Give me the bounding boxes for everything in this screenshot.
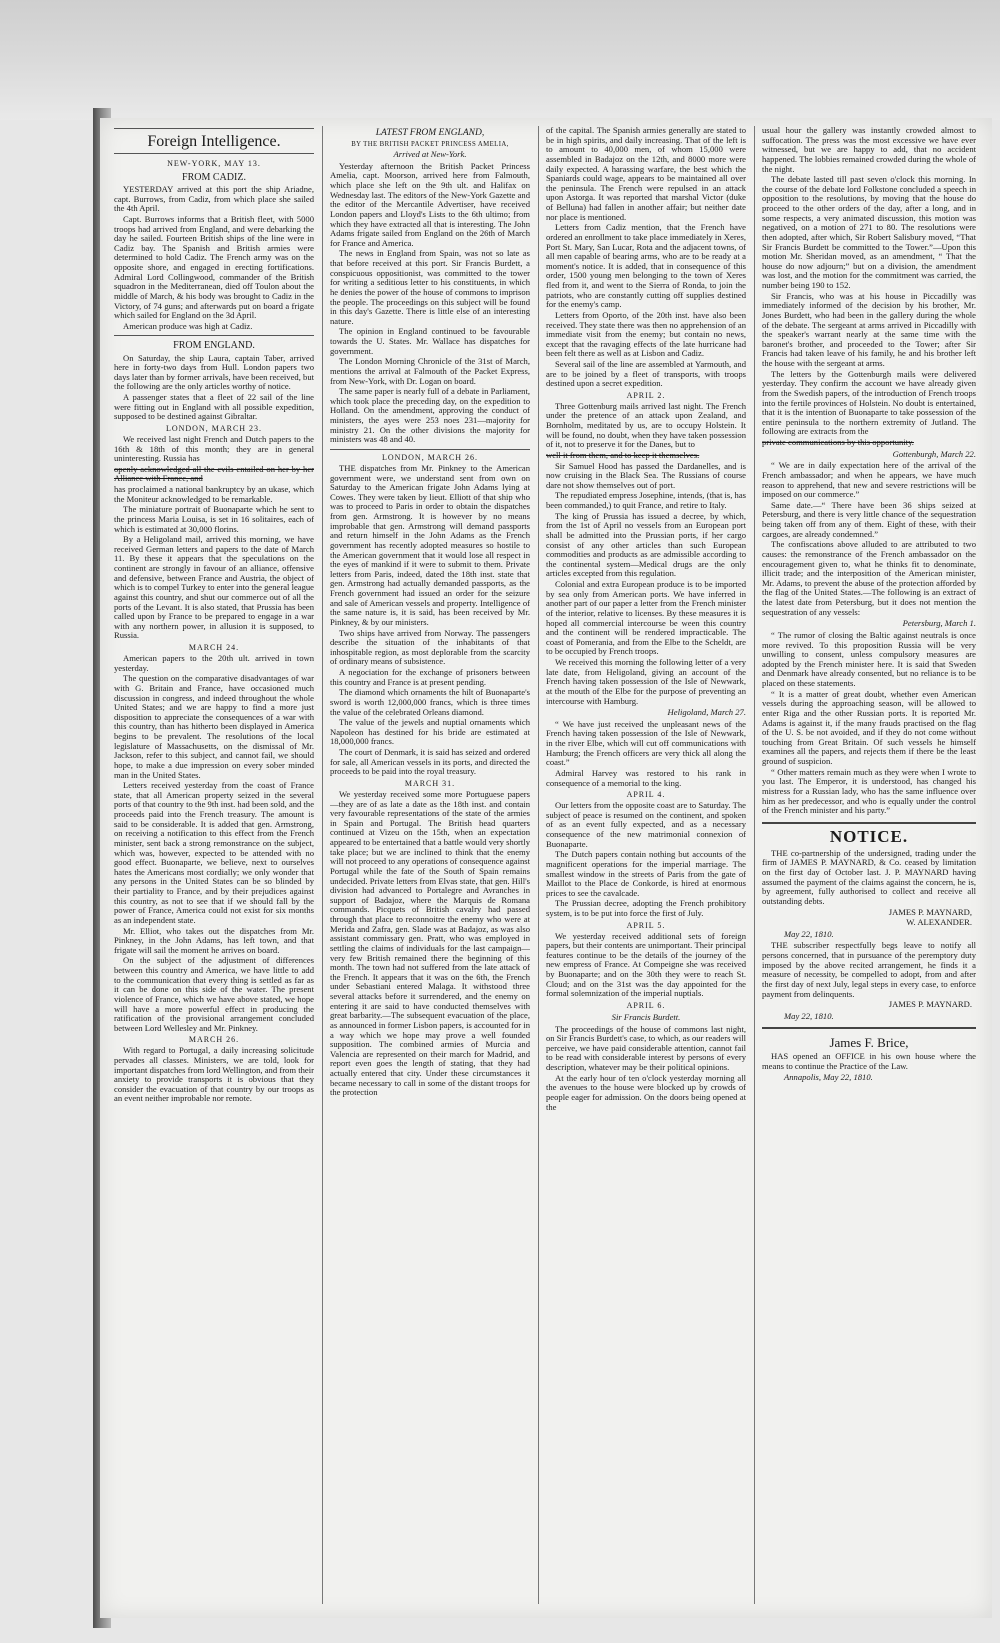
article-paragraph: has proclaimed a national bankruptcy by an ukase, which the Moniteur acknowledged to be remarkable. <box>114 484 314 504</box>
article-paragraph: On the subject of the adjustment of differences between this country and America, we have little to add to the communication that every thing is settled as far as it can be done on this side of the water. The present violence of France, which we have above stated, we hope will have a more powerful effect in producing the ratification of the provisional arrangement concluded between Lord Wellesley and Mr. Pinkney. <box>114 955 314 1033</box>
article-paragraph: American produce was high at Cadiz. <box>123 320 253 331</box>
dateline: MARCH 24. <box>188 643 240 653</box>
newspaper-page <box>100 118 992 1618</box>
subheading: Arrived at New-York. <box>393 149 467 160</box>
article-paragraph: Letters from Oporto, of the 20th inst. have also been received. They state there was then no apprehension of an immediate visit from the enemy; but contain no news, except that the ravaging effects of the late hurricane had been felt there as well as at Lisbon and Cadiz. <box>546 309 746 359</box>
subheading: Sir Francis Burdett. <box>611 1011 681 1022</box>
struck-through-text: openly acknowledged all the evils entailed on her by her Alliance with France, and <box>114 463 314 484</box>
column-3 <box>546 126 746 1606</box>
article-paragraph: Three Gottenburg mails arrived last night. The French under the pretence of an attack upon Zealand, and Bornholm, meditated by us, are to occupy Holstein. It will be found, no doubt, when they have taken possession of it, not to preserve it for the Danes, but to <box>546 400 746 450</box>
dateline: APRIL 2. <box>626 390 666 400</box>
dateline: Petersburg, March 1. <box>902 618 976 629</box>
article-paragraph: American papers to the 20th ult. arrived in town yesterday. <box>114 653 314 673</box>
article-paragraph: Several sail of the line are assembled at Yarmouth, and are to be joined by a fleet of transports, with troops destined upon a secret expedition. <box>546 359 746 389</box>
notice-advertisement <box>762 822 976 1022</box>
article-paragraph: Our letters from the opposite coast are to Saturday. The subject of peace is resumed on the continent, and spoken of as an event fully expected, and as a necessary consequence of the new matrimonial connexion of Buonaparte. <box>546 800 746 849</box>
article-paragraph: We yesterday received additional sets of foreign papers, but their contents are unimportant. Their principal features continue to be the details of the journey of the new empress of France. At Compeigne she was received by Buonaparte; and on the 30th they were to reach St. Cloud; and on the 31st was the day appointed for the formal solemnization of the imperial nuptials. <box>546 930 746 999</box>
struck-through-text: private communications by this opportunity. <box>762 437 914 447</box>
brice-advertisement <box>762 1027 976 1082</box>
dateline: MARCH 26. <box>188 1035 240 1045</box>
article-paragraph: “ Other matters remain much as they were when I wrote to you last. The Emperor, it is understood, has changed his mistress for a Russian lady, who has the same influence over him as her predecessor, and who is equally under the control of the French minister and his party.” <box>762 766 976 816</box>
article-paragraph: Sir Samuel Hood has passed the Dardanelles, and is now cruising in the Black Sea. The Russians of course dare not show themselves out of port. <box>546 460 746 490</box>
article-paragraph: Letters received yesterday from the coast of France state, that all American property seized in the several ports of that country to the 9th inst. had been sold, and the proceeds paid into the French treasury. The amount is said to be considerable. It is added that gen. Armstrong, on receiving a notification to this effect from the French minister, sent back a strong remonstrance on the subject, which was, however, expected to be attended with no good effect. Buonaparte, we believe, next to ourselves hates the Americans most cordially; we only wonder that any persons in the United States can be so blinded by their partiality to France, and by their prejudices against this country, as not to see that if we should fall by the power of France, America could not exist for six months as an independent state. <box>114 780 314 925</box>
advertisement-date: Annapolis, May 22, 1810. <box>784 1072 873 1083</box>
dateline: LONDON, MARCH 26. <box>381 452 479 462</box>
article-paragraph: The same paper is nearly full of a debate in Parliament, which took place the preceding day, on the expedition to Holland. On the amendment, approving the conduct of ministers, the ayes were 253 noes 231—majority for ministry 21. On the other divisions the majority for ministers was 48 and 40. <box>330 386 530 445</box>
article-paragraph: Letters from Cadiz mention, that the French have ordered an enrollment to take place immediately in Xeres, Port St. Mary, San Lucar, Rota and the adjacent towns, of all men capable of bearing arms, who are to be ready at a moment's notice. It is added, that in consequence of this order, 1500 young men belonging to the town of Xeres fled from it, and went to the Sierra of Ronda, to join the patriots, who are constantly cutting off supplies destined for the enemy's camp. <box>546 222 746 310</box>
column-2 <box>330 126 530 1606</box>
article-paragraph: At the early hour of ten o'clock yesterday morning all the avenues to the house were blocked up by crowds of people eager for admission. On the doors being opened at the <box>546 1072 746 1112</box>
article-paragraph: of the capital. The Spanish armies generally are stated to be in high spirits, and daily increasing. That of the left is to amount to 40,000 men, of whom 15,000 were assembled in Badajoz on the 12th, and 8000 more were daily expected. A harassing warfare, the best which the Spaniards could wage, appears to be maintained all over the peninsula. The French were repulsed in an attack upon Astorga. It was reported that marshal Victor (duke of Belluna) had fallen in another affair; but neither date nor place is mentioned. <box>546 126 746 222</box>
article-paragraph: A passenger states that a fleet of 22 sail of the line were fitting out in England with all possible expedition, supposed to be destined against Gibraltar. <box>114 392 314 422</box>
article-paragraph: YESTERDAY arrived at this port the ship Ariadne, capt. Burrows, from Cadiz, from which place she sailed the 4th April. <box>114 184 314 214</box>
article-paragraph: Yesterday afternoon the British Packet Princess Amelia, capt. Moorson, arrived here from Falmouth, which place she left on the 9th ult. and Halifax on Wednesday last. The editors of the New-York Gazette and the editor of the Mercantile Advertiser, have received London papers and Lloyd's Lists to the 6th ultimo; from which they have extracted all that is interesting. The John Adams frigate sailed from England on the 26th of March for France and America. <box>330 160 530 248</box>
article-paragraph: The letters by the Gottenburgh mails were delivered yesterday. They confirm the account we have already given from the Swedish papers, of the introduction of French troops into the fertile provinces of Holstein. No doubt is entertained, that it is the intention of Buonaparte to take possession of the entire peninsula to the northern extremity of Jutland. The following are extracts from the <box>762 368 976 437</box>
article-paragraph: Capt. Burrows informs that a British fleet, with 5000 troops had arrived from England, and were debarking the day he sailed. Fourteen British ships of the line were in Cadiz bay. The Spanish and British armies were determined to hold Cadiz. The French army was on the opposite shore, and engaged in erecting fortifications. Admiral Lord Collingwood, commander of the British squadron in the Mediterranean, died off Toulon about the middle of March, & his body was brought to Cadiz in the Victory, of 74 guns; and afterwards put on board a frigate which sailed for England on the 3d April. <box>114 213 314 321</box>
article-paragraph: “ The rumor of closing the Baltic against neutrals is once more revived. To this proposition Russia will be very unwilling to consent, unless compulsory measures are adopted by the French minister here. It is said that Sweden and Denmark have already consented, but no reliance is to be placed on these statements. <box>762 629 976 688</box>
dateline: Heligoland, March 27. <box>667 707 746 718</box>
article-paragraph: The question on the comparative disadvantages of war with G. Britain and France, have occasioned much discussion in congress, and indeed throughout the whole United States; and we are happy to find a more just disposition to appreciate the consequences of a war with this country, than has hitherto been displayed in America begins to be prevalent. The resolutions of the local legislature of Massachusetts, on the dismissal of Mr. Jackson, refer to this subject, and cannot fail, we should hope, to make a due impression on every sober minded man in the United States. <box>114 673 314 780</box>
article-paragraph: The news in England from Spain, was not so late as that before received at this port. Sir Francis Burdett, a conspicuous oppositionist, was committed to the tower for writing a seditious letter to his constituents, in which he denies the power of the house of commons to imprison the people. The proceedings on this subject will be found in this day's Gazette. There is little else of an interesting nature. <box>330 248 530 326</box>
heading-from-cadiz: FROM CADIZ. <box>182 171 246 183</box>
notice-signature: JAMES P. MAYNARD. <box>888 999 972 1010</box>
article-paragraph: The diamond which ornaments the hilt of Buonaparte's sword is worth 12,000,000 francs, which is three times the value of the celebrated Orleans diamond. <box>330 687 530 717</box>
divider <box>114 335 314 336</box>
notice-text: THE co-partnership of the undersigned, trading under the firm of JAMES P. MAYNARD, & Co. ceased by limitation on the first day of October last. J. P. MAYNARD having assumed the payment of the claims against the concern, he is, by agreement, fully authorised to collect and receive all outstanding debts. <box>762 847 976 906</box>
article-paragraph: A negociation for the exchange of prisoners between this country and France is at present pending. <box>330 667 530 687</box>
article-paragraph: The opinion in England continued to be favourable towards the U. States. Mr. Wallace has dispatches for government. <box>330 326 530 356</box>
notice-title: NOTICE. <box>829 826 909 846</box>
advertiser-name: James F. Brice, <box>829 1035 909 1051</box>
article-paragraph: We received this morning the following letter of a very late date, from Heligoland, giving an account of the French having taken possession of the Isle of Newwark, at the mouth of the Elbe for the purpose of preventing an intercourse with Hamburg. <box>546 657 746 706</box>
dateline: LONDON, MARCH 23. <box>165 423 263 433</box>
article-paragraph: The Dutch papers contain nothing but accounts of the magnificent operations for the imperial marriage. The smallest window in the streets of Paris from the gate of Maillot to the Place de Conkorde, is hired at enormous prices to see the cavalcade. <box>546 849 746 898</box>
article-paragraph: “ It is a matter of great doubt, whether even American vessels during the approaching season, will be allowed to enter Riga and the other Russian ports. It is reported Mr. Adams is against it, if the many frauds practised on the flag of the U. S. be not avoided, and if they do not come without touching from Great Britain. Of such vessels he himself examines all the papers, and rejects them if there be the least ground of suspicion. <box>762 688 976 766</box>
column-rule <box>322 126 323 1604</box>
article-paragraph: Mr. Elliot, who takes out the dispatches from Mr. Pinkney, in the John Adams, has left town, and that frigate will sail the moment he arrives on board. <box>114 925 314 955</box>
article-paragraph: The Prussian decree, adopting the French prohibitory system, is to be put into force the first of July. <box>546 898 746 919</box>
article-paragraph: THE dispatches from Mr. Pinkney to the American government were, we understand sent from own on Saturday to the American frigate John Adams lying at Cowes. They were taken by lieut. Elliott of that ship who was to proceed to Paris in order to obtain the dispatches from gen. Armstrong. It is however by no means improbable that gen. Armstrong will demand passports and return himself in the John Adams as the French government has recently adopted measures so hostile to the American government that it would lose all respect in the eyes of mankind if it were to submit to them. Private letters from Paris, indeed, dated the 18th inst. state that gen. Armstrong had actually demanded passports, as the French government had issued an order for the seizure and sale of American vessels and property. Intelligence of the same nature is, it is said, has been received by Mr. Pinkney, & by our ministers. <box>330 462 530 627</box>
column-4 <box>762 126 976 1606</box>
article-paragraph: “ We have just received the unpleasant news of the French having taken possession of the Isle of Newwark, in the river Elbe, which will cut off communications with Hamburg; the French officers are very thick all along the coast.” <box>546 718 746 768</box>
column-rule <box>754 126 755 1604</box>
article-paragraph: The court of Denmark, it is said has seized and ordered for sale, all American vessels in its ports, and directed the proceeds to be paid into the royal treasury. <box>330 747 530 777</box>
article-paragraph: The value of the jewels and nuptial ornaments which Napoleon has destined for his bride are estimated at 18,000,000 francs. <box>330 717 530 747</box>
article-paragraph: “ We are in daily expectation here of the arrival of the French ambassador; and when he appears, we have much reason to apprehend, that new and severe restrictions will be imposed on our commerce.” <box>762 460 976 500</box>
section-masthead: Foreign Intelligence. <box>114 128 314 154</box>
article-paragraph: Sir Francis, who was at his house in Piccadilly was immediately informed of the decision by his brother, Mr. Jones Burdett, who had been in the gallery during the whole of the debate. The sergeant at arms arrived in Piccadilly with the speaker's warrant nearly at the same time with the baronet's brother, and proceeded to the Tower; after Sir Francis had taken leave of his family, he and his brother left the house with the sergeant at arms. <box>762 290 976 368</box>
article-paragraph: Two ships have arrived from Norway. The passengers describe the situation of the inhabitants of that inhospitable region, as most deplorable from the scarcity of ordinary means of subsistence. <box>330 627 530 667</box>
dateline: APRIL 5. <box>626 920 666 930</box>
article-paragraph: The miniature portrait of Buonaparte which he sent to the princess Maria Louisa, is set in 16 solitaires, each of which is estimated at 30,000 florins. <box>114 504 314 534</box>
notice-date: May 22, 1810. <box>784 928 834 939</box>
article-paragraph: By a Heligoland mail, arrived this morning, we have received German letters and papers to the date of March 11. By these it appears that the speculations on the continent are strongly in favour of an alliance, offensive and defensive, between France and Austria, the object of which is to compel Turkey to enter into the general league against this country, and shut our commerce out of all the ports of the Levant. It is also stated, that Prussia has been called upon by France to be prepared to engage in a war with any northern power, in allusion it is supposed, to Russia. <box>114 534 314 641</box>
divider <box>330 449 530 450</box>
notice-text: THE subscriber respectfully begs leave to notify all persons concerned, that in pursuance of the peremptory duty imposed by the above recited arrangement, he finds it a measure of necessity, be compelled to adopt, from and after the first day of next July, legal steps in every case, to enforce payment from delinquents. <box>762 940 976 999</box>
article-paragraph: The repudiated empress Josephine, intends, (that is, has been commanded,) to quit France, and retire to Italy. <box>546 490 746 511</box>
heading-from-england: FROM ENGLAND. <box>173 340 255 352</box>
subheading: BY THE BRITISH PACKET PRINCESS AMELIA, <box>351 140 509 148</box>
article-paragraph: The king of Prussia has issued a decree, by which, from the 1st of April no vessels from an European port shall be admitted into the Prussian ports, if her cargo consist of any other articles than such European commodities and products as are admissible according to the continental system—Medical drugs are the only articles excepted from this regulation. <box>546 510 746 579</box>
column-rule <box>538 126 539 1604</box>
article-paragraph: We received last night French and Dutch papers to the 16th & 18th of this month; they are in general uninteresting. Russia has <box>114 433 314 464</box>
article-paragraph: With regard to Portugal, a daily increasing solicitude pervades all classes. Ministers, we are told, look for important dispatches from lord Wellington, and from their anxiety to provide transports it is obvious that they consider the evacuation of that country by our troops as an event neither improbable nor remote. <box>114 1045 314 1104</box>
article-paragraph: The proceedings of the house of commons last night, on Sir Francis Burdett's case, to which, as our readers will perceive, we have paid considerable attention, cannot fail to be read with considerable interest by persons of every description, whatever may be their political opinions. <box>546 1023 746 1073</box>
article-paragraph: Admiral Harvey was restored to his rank in consequence of a memorial to the king. <box>546 767 746 788</box>
article-paragraph: The confiscations above alluded to are attributed to two causes: the remonstrance of the French ambassador on the encouragement given to, what he thinks fit to denominate, illicit trade; and the interposition of the American minister, Mr. Adams, to prevent the abuse of the protection afforded by the flag of the United States.—The following is an extract of the latest date from Petersburg, but it does not mention the sequestration of any vessels: <box>762 539 976 617</box>
heading-latest-from-england: LATEST FROM ENGLAND, <box>375 128 485 138</box>
article-paragraph: The debate lasted till past seven o'clock this morning. In the course of the debate lord Folkstone concluded a speech in opposition to the resolutions, by moving that the house do proceed to the other orders of the day, after a long, and in some respects, a very animated discussion, this motion was negatived, on a motion of 271 to 80. The resolutions were then adopted, after which, Sir Robert Salisbury moved, “That Sir Francis Burdett be committed to the Tower.”—Upon this motion Mr. Sheridan moved, as an amendment, “ That the house do now adjourn;” but on a division, the amendment was lost, and the motion for the commitment was carried, the number being 190 to 152. <box>762 174 976 290</box>
article-paragraph: We yesterday received some more Portuguese papers—they are of as late a date as the 18th inst. and contain very favourable representations of the state of the armies in Spain and Portugal. The British head quarters continued at Vizeu on the 15th, when an expectation appeared to be entertained that a battle would very shortly take place; but we are inclined to think that the enemy will not proceed to any operations of consequence against Portugal while the fate of the South of Spain remains undecided. Private letters from Elvas state, that gen. Hill's division had advanced to Portalegre and Avranches in support of Badajoz, where the Marquis de Romana commands. Picquets of British cavalry had passed through that place to reconnoitre the enemy who were at Merida and Zafra, gen. Slade was at Badajoz, as was also assistant commissary gen. Pratt, who was employed in settling the claims of individuals for the last campaign—very few British remained there the beginning of this month. The town had not suffered from the late attack of the French. It appears that it was on the 6th, the French under Sebastiani entered Malaga. It withstood three several attacks before it surrendered, and the enemy on entering it are said to have conducted themselves with great barbarity.—The subsequent evacuation of the place, as announced in former Lisbon papers, is accounted for in a way which we hope may prove a well founded supposition. The combined armies of Murcia and Valencia are represented on their march for Madrid, and report even goes the length of stating, that they had actually entered that city. Under these circumstances it became necessary to call in some of the distant troops for the protection <box>330 788 530 1098</box>
advertisement-text: HAS opened an OFFICE in his own house where the means to continue the Practice of the Law. <box>762 1050 976 1071</box>
struck-through-text: well it from them, and to keep it themselves. <box>546 449 700 460</box>
dateline: APRIL 6. <box>626 1000 666 1010</box>
article-paragraph: Same date.—“ There have been 36 ships seized at Petersburg, and there is very little chance of the sequestration being taken off from any of them. Eight of these, with their cargoes, are already condemned.” <box>762 499 976 539</box>
article-paragraph: Colonial and extra European produce is to be imported by sea only from American ports. We have inferred in another part of our paper a letter from the French minister of the interior, relative to licenses. By these measures it is hoped all commercial intercourse be ween this country and the continent will be rendered impracticable. The coast of Pomerania, and from the Elbe to the Scheldt, are to be occupied by French troops. <box>546 579 746 657</box>
notice-signature: W. ALEXANDER. <box>906 917 972 928</box>
dateline: APRIL 4. <box>626 790 666 800</box>
article-paragraph: usual hour the gallery was instantly crowded almost to suffocation. The press was the most excessive we have ever witnessed, but we are happy to add, that no accident happened. The lobbies remained crowded during the whole of the night. <box>762 126 976 174</box>
dateline: MARCH 31. <box>404 778 456 788</box>
notice-signature: JAMES P. MAYNARD, <box>888 906 972 917</box>
article-paragraph: The London Morning Chronicle of the 31st of March, mentions the arrival at Falmouth of the Packet Express, from New-York, with Dr. Logan on board. <box>330 356 530 386</box>
column-1 <box>114 126 314 1606</box>
scan-background <box>0 0 1000 120</box>
dateline: NEW-YORK, MAY 13. <box>167 158 261 168</box>
notice-date: May 22, 1810. <box>784 1010 834 1021</box>
dateline: Gottenburgh, March 22. <box>892 448 976 459</box>
article-paragraph: On Saturday, the ship Laura, captain Taber, arrived here in forty-two days from Hull. London papers two days later than by former arrivals, have been received, but the following are the only articles worthy of notice. <box>114 352 314 392</box>
